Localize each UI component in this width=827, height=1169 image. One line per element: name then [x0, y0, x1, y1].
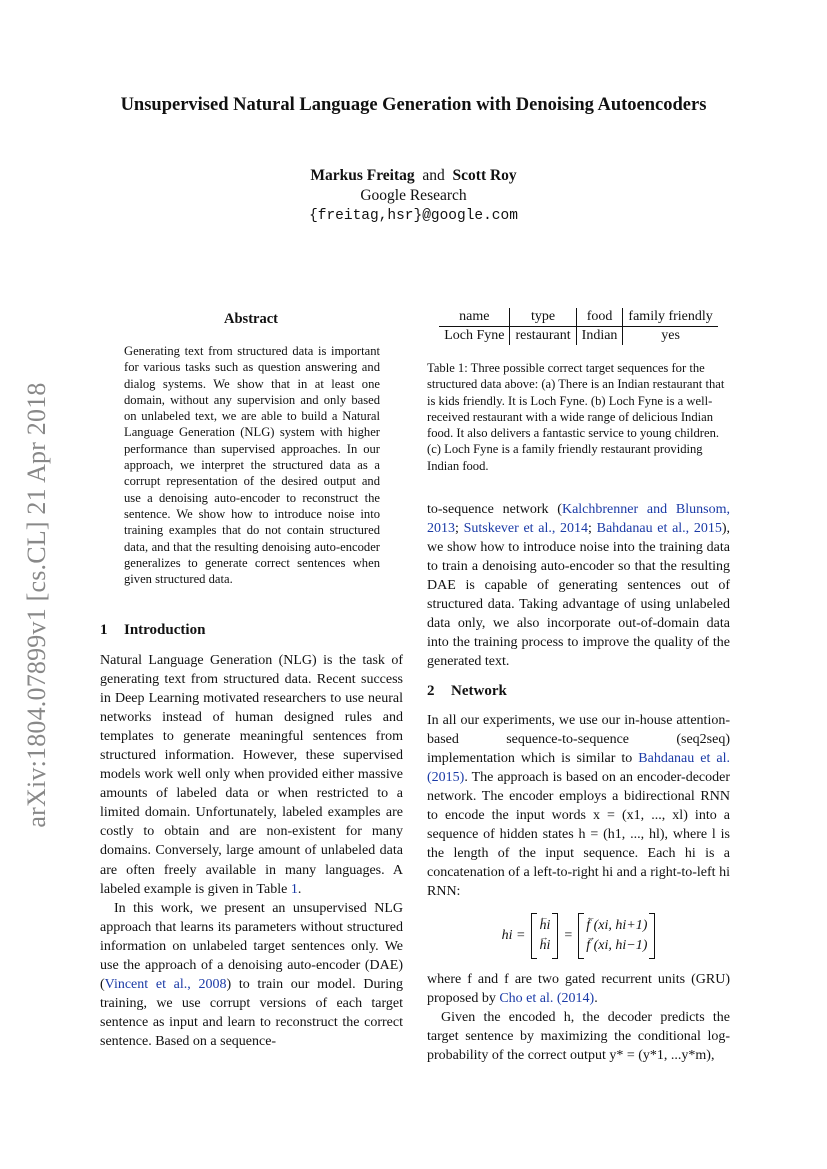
email: {freitag,hsr}@google.com [309, 208, 518, 224]
equation-vector-1 [531, 913, 558, 959]
table-header-cell: name [439, 308, 510, 327]
bracket-right [649, 913, 655, 959]
affiliation: Google Research [360, 187, 467, 204]
citation-link[interactable]: Sutskever et al., 2014 [463, 521, 589, 537]
text-run: where f and f are two gated recurrent units (GRU) proposed by [427, 972, 730, 1007]
citation-link[interactable]: Bahdanau et al. (2015) [427, 751, 730, 786]
text-run: In this work, we present an unsupervised NLG approach that learns its parameters without structured information on unlabeled target sentences only. We use the approach of a denoising auto-encoder (DAE) ( [100, 900, 403, 992]
table-ref-link[interactable]: 1 [290, 881, 298, 897]
text-run: In all our experiments, we use our in-house attention-based sequence-to-sequence (seq2seq) implementation which is similar to [427, 713, 730, 767]
table-cell: restaurant [510, 327, 576, 346]
table-1-caption: Table 1: Three possible correct target sequences for the structured data above: (a) There is an Indian restaurant that is kids friendly. It is Loch Fyne. (b) Loch Fyne is a well-received restaurant with a wide range of delicious Indian food. It also delivers a fantastic service to young children. (c) Loch Fyne is a family friendly restaurant providing Indian food. [427, 361, 725, 473]
author-block [0, 166, 827, 226]
equation-lhs: hi = [501, 928, 526, 943]
equation-vector-2 [578, 913, 655, 959]
citation-link[interactable]: Kalchbrenner and Blunsom, 2013 [427, 502, 730, 537]
text-run: ) to train our model. During training, we use corrupt versions of each target sentence as input and learn to reconstruct the correct sentence. Based on a sequence- [100, 976, 403, 1049]
network-body-1 [427, 711, 730, 901]
table-cell: Indian [576, 327, 623, 346]
table-cell: yes [661, 328, 680, 343]
text-run: ; [455, 521, 464, 537]
table-header-cell: type [510, 308, 576, 327]
citation-link[interactable]: Vincent et al., 2008 [104, 976, 227, 992]
text-run: to-sequence network ( [427, 502, 562, 517]
network-paragraph-3: Given the encoded h, the decoder predicts the target sentence by maximizing the conditional log-probability of the correct output y* = (y*1, ...y*m), [427, 1010, 730, 1064]
intro-paragraph-1 [100, 651, 403, 899]
text-run: ; [588, 521, 597, 537]
table-1 [427, 308, 730, 345]
network-body-2 [427, 970, 730, 1065]
text-run: Natural Language Generation (NLG) is the task of generating text from structured data. Recent success in Deep Learning motivated researchers to use neural networks instead of human designed rules and templates to generate meaningful sentences from structured information. However, these supervised models work well only when provided either massive amounts of labeled data or when restricted to a limited domain. Unfortunately, labeled examples are costly to obtain and are non-existent for many domains. Conversely, large amount of unlabeled data are often freely available in many languages. A labeled example is given in Table [100, 653, 403, 897]
bracket-right [552, 913, 558, 959]
right-continuation [427, 500, 730, 671]
intro-body [100, 651, 403, 1051]
section-number: 1 [100, 622, 108, 638]
equation-entry: ← f (xi, hi+1) [586, 916, 647, 936]
section-title: Network [451, 683, 507, 699]
paper-title: Unsupervised Natural Language Generation with Denoising Autoencoders [120, 95, 707, 115]
equation-entry: ← hi [539, 916, 550, 936]
text-run: . [594, 991, 598, 1007]
author-and: and [422, 167, 445, 184]
table-cell: Loch Fyne [439, 327, 510, 346]
arxiv-sidebar [14, 360, 60, 850]
table-header-cell: food [576, 308, 623, 327]
section-title: Introduction [124, 622, 206, 638]
section-heading-introduction [100, 622, 205, 639]
continuation-paragraph [427, 500, 730, 671]
network-paragraph-2 [427, 970, 730, 1008]
arxiv-id: arXiv:1804.07899v1 [cs.CL] 21 Apr 2018 [22, 382, 51, 828]
section-number: 2 [427, 683, 435, 699]
author-1: Markus Freitag [310, 167, 415, 184]
text-run: . The approach is based on an encoder-decoder network. The encoder employs a bidirectional RNN to encode the input words x = (x1, ..., xl) into a sequence of hidden states h = (h1, ..., hl), where l is the length of the input sequence. Each hi is a concatenation of a left-to-right hi and a right-to-left hi RNN: [427, 770, 730, 900]
intro-paragraph-2 [100, 899, 403, 1051]
citation-link[interactable]: Bahdanau et al., 2015 [596, 521, 722, 537]
equation-entry: → f (xi, hi−1) [586, 936, 647, 956]
text-run: . [297, 881, 302, 897]
text-run: ), we show how to introduce noise into the training data to train a denoising auto-encoder so that the resulting DAE is capable of generating sentences out of structured data. Taking advantage of using unlabeled data only, we also incorporate out-of-domain data into the training process to improve the quality of the generated text. [427, 521, 731, 670]
author-2: Scott Roy [452, 167, 517, 184]
abstract-heading: Abstract [224, 311, 278, 327]
table-header-cell: family friendly [623, 308, 718, 327]
equation-1 [427, 906, 730, 966]
abstract-text: Generating text from structured data is important for various tasks such as question answering and dialog systems. We show that in at least one domain, without any supervision and only based on unlabeled text, we are able to build a Natural Language Generation (NLG) system with higher performance than supervised approaches. In our approach, we interpret the structured data as a corrupt representation of the desired output and use a denoising auto-encoder to reconstruct the sentence. We show how to introduce noise into training examples that do not contain structured data, and that the resulting denoising auto-encoder generalizes to generate correct sentences when given structured data. [124, 344, 380, 587]
equation-entry: → hi [539, 936, 550, 956]
section-heading-network [427, 683, 507, 700]
equation-equals: = [564, 928, 573, 943]
network-paragraph-1 [427, 711, 730, 901]
citation-link[interactable]: Cho et al. (2014) [499, 991, 595, 1007]
